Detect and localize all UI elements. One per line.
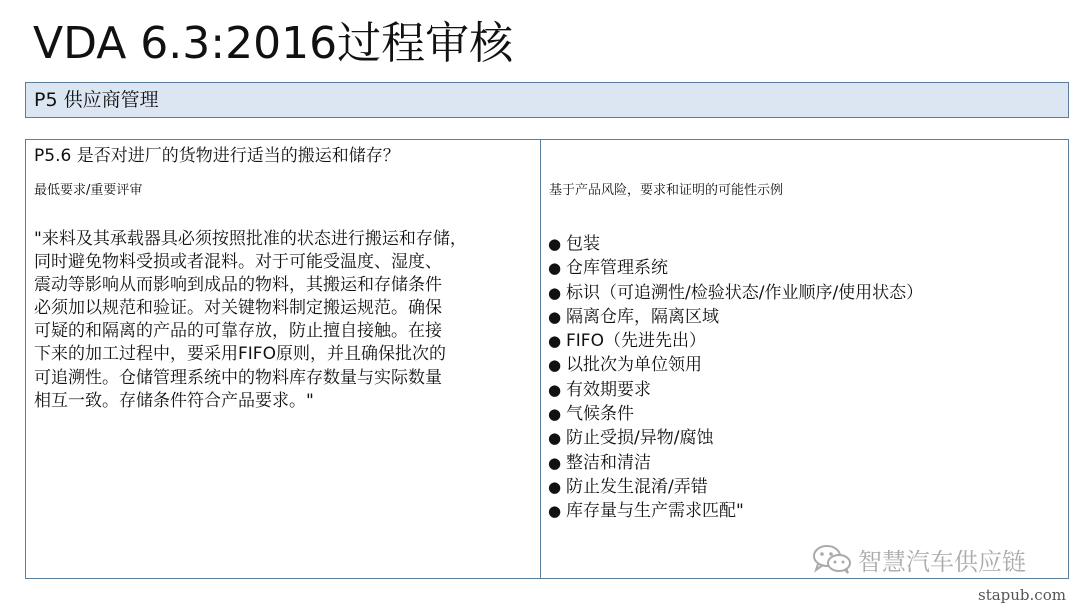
bullet-icon: ● (548, 332, 562, 351)
requirement-line: 必须加以规范和验证。对关键物料制定搬运规范。确保 (34, 298, 442, 319)
example-item (548, 305, 923, 329)
bullet-icon: ● (548, 477, 562, 496)
examples-label: 基于产品风险，要求和证明的可能性示例 (549, 183, 784, 198)
bullet-icon: ● (548, 405, 562, 424)
bullet-icon: ● (548, 283, 562, 302)
watermark (812, 541, 1026, 577)
watermark-text: 智慧汽车供应链 (858, 547, 1026, 576)
example-text: 库存量与生产需求匹配" (566, 501, 744, 522)
requirement-line: 可疑的和隔离的产品的可靠存放，防止擅自接触。在接 (34, 321, 442, 342)
section-header (25, 82, 1069, 118)
audit-table (25, 139, 1069, 579)
example-item (548, 402, 923, 426)
example-item (548, 378, 923, 402)
bullet-icon: ● (548, 380, 562, 399)
requirement-line: 震动等影响从而影响到成品的物料，其搬运和存储条件 (34, 275, 442, 296)
example-text: FIFO（先进先出） (566, 331, 706, 352)
examples-list (548, 232, 923, 524)
bullet-icon: ● (548, 307, 562, 326)
example-text: 防止发生混淆/弄错 (566, 476, 708, 497)
bullet-icon: ● (548, 235, 562, 253)
requirement-line: 下来的加工过程中，要采用FIFO原则，并且确保批次的 (34, 344, 446, 365)
page-title: VDA 6.3:2016过程审核 (33, 18, 514, 69)
bullet-icon: ● (548, 259, 562, 278)
requirement-line: 同时避免物料受损或者混料。对于可能受温度、湿度、 (34, 252, 442, 273)
example-text: 有效期要求 (566, 379, 651, 400)
example-item (548, 451, 923, 475)
example-text: 包装 (566, 234, 600, 254)
wechat-icon (812, 544, 852, 574)
example-text: 隔离仓库，隔离区域 (566, 306, 719, 327)
bullet-icon: ● (548, 502, 562, 521)
bullet-icon: ● (548, 453, 562, 472)
example-item (548, 499, 923, 523)
example-item (548, 475, 923, 499)
audit-question: P5.6 是否对进厂的货物进行适当的搬运和储存？ (34, 146, 400, 166)
requirement-text (34, 228, 534, 413)
requirement-line: "来料及其承载器具必须按照批准的状态进行搬运和存储， (34, 229, 467, 249)
example-item (548, 329, 923, 353)
requirement-line: 可追溯性。仓储管理系统中的物料库存数量与实际数量 (34, 367, 442, 388)
bullet-icon: ● (548, 356, 562, 375)
site-mark: stapub.com (978, 586, 1066, 604)
example-text: 防止受损/异物/腐蚀 (566, 428, 714, 449)
example-item (548, 281, 923, 305)
example-item (548, 353, 923, 377)
section-title: P5 供应商管理 (34, 89, 159, 111)
example-text: 气候条件 (566, 404, 634, 425)
requirement-line: 相互一致。存储条件符合产品要求。" (34, 390, 314, 411)
example-text: 以批次为单位领用 (566, 355, 702, 376)
bullet-icon: ● (548, 429, 562, 448)
example-text: 整洁和清洁 (566, 452, 651, 473)
example-item (548, 256, 923, 280)
example-item (548, 232, 923, 256)
example-text: 仓库管理系统 (566, 258, 668, 279)
example-text: 标识（可追溯性/检验状态/作业顺序/使用状态） (566, 282, 924, 303)
example-item (548, 426, 923, 450)
column-divider (540, 140, 541, 578)
requirements-label: 最低要求/重要评审 (34, 183, 143, 198)
